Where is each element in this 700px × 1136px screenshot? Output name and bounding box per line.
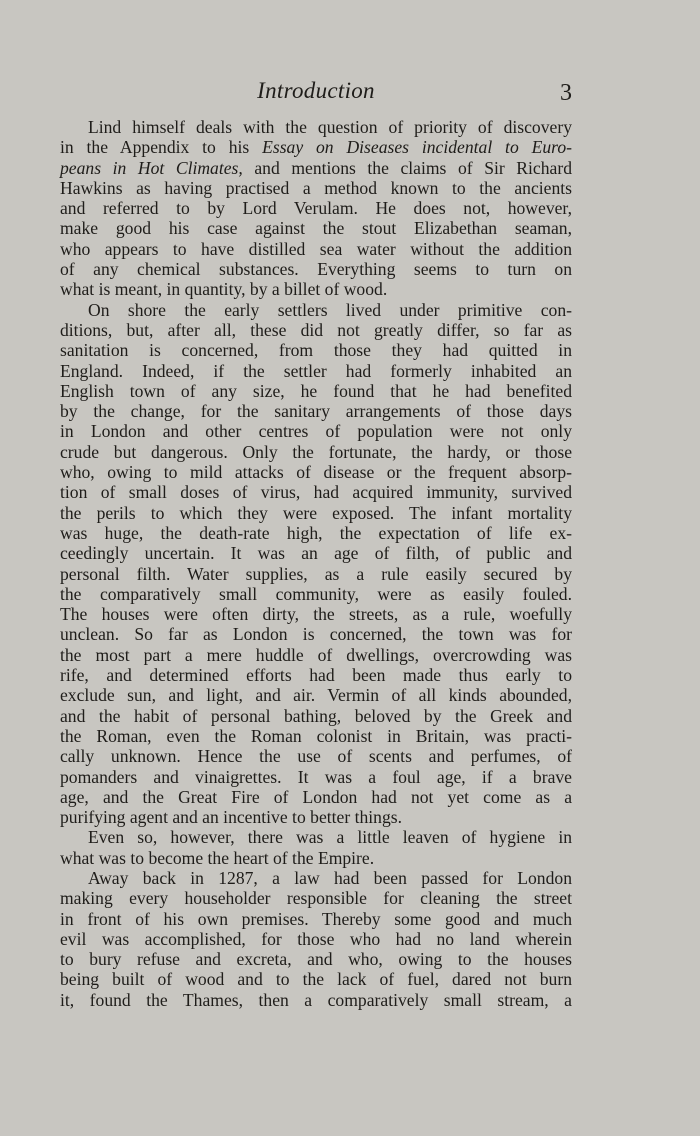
text-line bbox=[60, 868, 572, 888]
text-line bbox=[60, 482, 572, 502]
text-line-run: exclude sun, and light, and air. Vermin of all kinds abounded, bbox=[60, 685, 572, 706]
text-line bbox=[60, 969, 572, 989]
text-line-run: Lind himself deals with the question of priority of discovery bbox=[88, 117, 572, 137]
text-line-run: and the habit of personal bathing, beloved by the Greek and bbox=[60, 705, 572, 726]
italic-title: Essay on Diseases incidental to Euro- bbox=[262, 137, 572, 158]
page-number: 3 bbox=[560, 80, 572, 106]
text-line-run: England. Indeed, if the settler had formerly inhabited an bbox=[60, 360, 572, 381]
text-line-run: ceedingly uncertain. It was an age of filth, of public and bbox=[60, 543, 572, 564]
text-line-run: rife, and determined efforts had been made thus early to bbox=[60, 665, 572, 686]
text-line-run: age, and the Great Fire of London had not yet come as a bbox=[60, 786, 572, 807]
text-line bbox=[60, 624, 572, 644]
text-line bbox=[60, 848, 572, 868]
text-line bbox=[60, 158, 572, 178]
text-line bbox=[60, 462, 572, 482]
text-line-run: English town of any size, he found that he had benefited bbox=[60, 380, 572, 401]
text-line-run: cally unknown. Hence the use of scents and perfumes, of bbox=[60, 746, 572, 767]
text-line-run: the most part a mere huddle of dwellings, overcrowding was bbox=[60, 644, 572, 665]
text-line-run: what is meant, in quantity, by a billet of wood. bbox=[60, 279, 388, 300]
text-line bbox=[60, 259, 572, 279]
text-line-run: and mentions the claims of Sir Richard bbox=[242, 157, 572, 178]
text-line bbox=[60, 503, 572, 523]
text-line-run: Hawkins as having practised a method known to the ancients bbox=[60, 177, 572, 198]
text-line bbox=[60, 584, 572, 604]
text-line bbox=[60, 685, 572, 705]
text-line bbox=[60, 381, 572, 401]
text-line bbox=[60, 909, 572, 929]
text-line-run: crude but dangerous. Only the fortunate, the hardy, or those bbox=[60, 441, 572, 462]
text-line bbox=[60, 807, 572, 827]
page-header bbox=[60, 78, 572, 112]
text-line-run: pomanders and vinaigrettes. It was a foul age, if a brave bbox=[60, 766, 572, 787]
text-line bbox=[60, 604, 572, 624]
text-line-run: evil was accomplished, for those who had no land wherein bbox=[60, 928, 572, 949]
text-line-run: unclean. So far as London is concerned, the town was for bbox=[60, 624, 572, 645]
text-line-run: by the change, for the sanitary arrangements of those days bbox=[60, 401, 572, 422]
text-line-run: was huge, the death-rate high, the expectation of life ex- bbox=[60, 522, 572, 543]
text-line bbox=[60, 218, 572, 238]
text-line bbox=[60, 564, 572, 584]
text-line bbox=[60, 767, 572, 787]
text-line-run: Even so, however, there was a little leaven of hygiene in bbox=[88, 827, 572, 848]
text-line bbox=[60, 117, 572, 137]
text-line-run: making every householder responsible for cleaning the street bbox=[60, 888, 572, 909]
text-line-run: make good his case against the stout Elizabethan seaman, bbox=[60, 218, 572, 239]
text-line bbox=[60, 888, 572, 908]
text-line bbox=[60, 746, 572, 766]
text-line bbox=[60, 320, 572, 340]
running-title: Introduction bbox=[257, 78, 375, 103]
text-line bbox=[60, 665, 572, 685]
text-line bbox=[60, 645, 572, 665]
text-line bbox=[60, 787, 572, 807]
text-line-run: the perils to which they were exposed. The infant mortality bbox=[60, 502, 572, 523]
text-line-run: the comparatively small community, were as easily fouled. bbox=[60, 583, 572, 604]
text-line-run: On shore the early settlers lived under primitive con- bbox=[88, 299, 572, 320]
text-line bbox=[60, 990, 572, 1010]
text-line bbox=[60, 523, 572, 543]
text-line-run: The houses were often dirty, the streets, as a rule, woefully bbox=[60, 604, 572, 625]
text-line-run: of any chemical substances. Everything seems to turn on bbox=[60, 259, 572, 280]
text-line bbox=[60, 543, 572, 563]
text-line bbox=[60, 239, 572, 259]
italic-title: peans in Hot Climates, bbox=[60, 157, 243, 178]
text-line bbox=[60, 726, 572, 746]
text-line-run: in London and other centres of population were not only bbox=[60, 421, 572, 442]
text-line bbox=[60, 137, 572, 157]
text-line bbox=[60, 279, 572, 299]
text-line bbox=[60, 949, 572, 969]
text-line bbox=[60, 300, 572, 320]
text-line-run: who appears to have distilled sea water without the addition bbox=[60, 238, 572, 259]
text-line-run: sanitation is concerned, from those they had quitted in bbox=[60, 340, 572, 361]
text-line-run: being built of wood and to the lack of fuel, dared not burn bbox=[60, 969, 572, 990]
text-line-run: to bury refuse and excreta, and who, owing to the houses bbox=[60, 949, 572, 970]
text-line bbox=[60, 929, 572, 949]
text-line-run: in the Appendix to his bbox=[60, 137, 263, 158]
text-line-run: purifying agent and an incentive to better things. bbox=[60, 807, 403, 828]
text-line bbox=[60, 442, 572, 462]
text-line bbox=[60, 706, 572, 726]
text-line bbox=[60, 401, 572, 421]
text-line-run: it, found the Thames, then a comparatively small stream, a bbox=[60, 989, 572, 1010]
text-line bbox=[60, 421, 572, 441]
text-line bbox=[60, 178, 572, 198]
text-line bbox=[60, 198, 572, 218]
text-line-run: ditions, but, after all, these did not greatly differ, so far as bbox=[60, 319, 572, 340]
text-line-run: in front of his own premises. Thereby some good and much bbox=[60, 908, 572, 929]
text-line bbox=[60, 361, 572, 381]
text-line-run: who, owing to mild attacks of disease or the frequent absorp- bbox=[60, 462, 572, 483]
text-line-run: what was to become the heart of the Empire. bbox=[60, 847, 375, 868]
body-text bbox=[60, 117, 572, 1010]
text-line bbox=[60, 340, 572, 360]
text-line-run: Away back in 1287, a law had been passed for London bbox=[88, 867, 572, 888]
text-line-run: the Roman, even the Roman colonist in Britain, was practi- bbox=[60, 725, 572, 746]
text-line-run: personal filth. Water supplies, as a rule easily secured by bbox=[60, 563, 572, 584]
text-line bbox=[60, 827, 572, 847]
text-line-run: tion of small doses of virus, had acquired immunity, survived bbox=[60, 482, 572, 503]
text-line-run: and referred to by Lord Verulam. He does not, however, bbox=[60, 198, 572, 219]
